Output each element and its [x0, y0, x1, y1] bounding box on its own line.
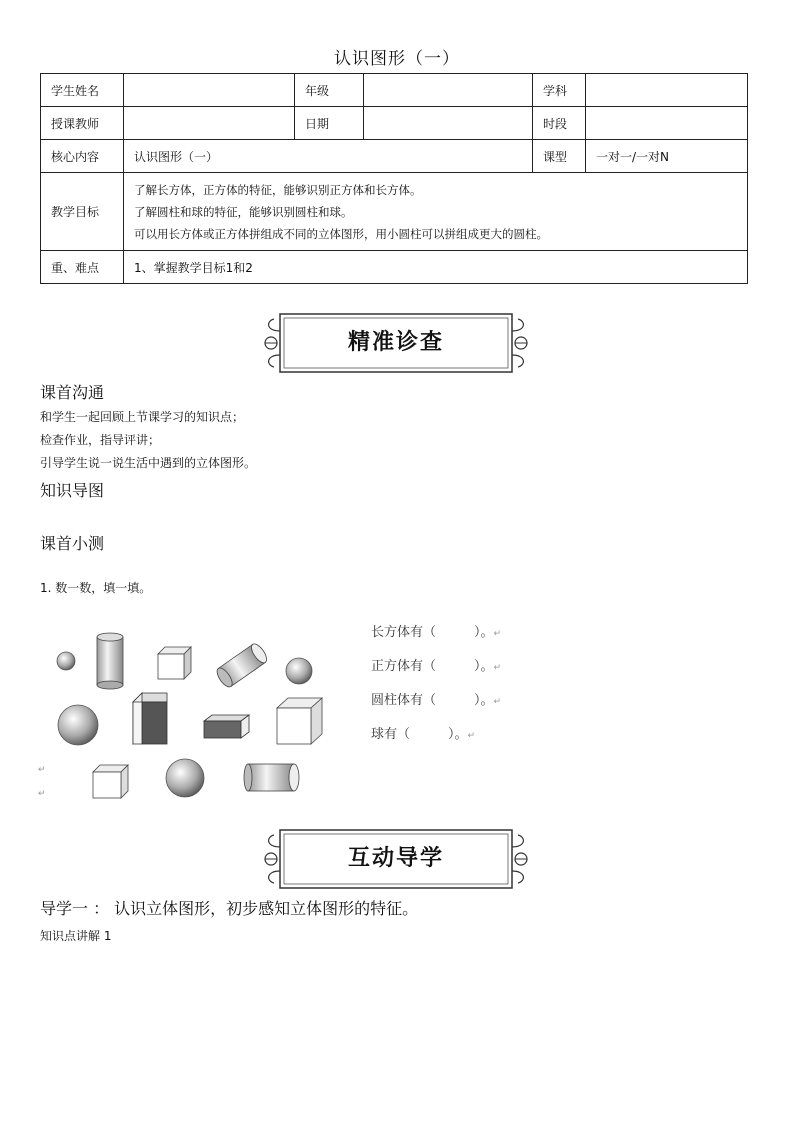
answer-label: 长方体有（ [371, 625, 437, 640]
banner-title: 精准诊查 [347, 329, 444, 355]
question-1: 1. 数一数，填一填。 [40, 581, 152, 595]
answer-line [371, 723, 475, 742]
student-name-value [124, 74, 295, 107]
cube-icon [277, 698, 322, 744]
key-points-value: 1、掌握教学目标1和2 [124, 251, 748, 284]
return-mark: ↵ [493, 663, 502, 673]
date-value [364, 107, 533, 140]
review-line: 引导学生说一说生活中遇到的立体图形。 [40, 456, 257, 470]
period-label: 时段 [533, 107, 586, 140]
section-banner-interactive [262, 827, 530, 891]
answer-label: 圆柱体有（ [371, 693, 437, 708]
lesson-type-value: 一对一/一对N [586, 140, 748, 173]
sphere-icon [57, 652, 75, 670]
cuboid-icon [204, 715, 249, 738]
review-line: 和学生一起回顾上节课学习的知识点； [40, 410, 245, 424]
teacher-value [124, 107, 295, 140]
banner-title: 互动导学 [347, 845, 444, 871]
subject-label: 学科 [533, 74, 586, 107]
cylinder-icon [214, 642, 269, 690]
section-banner-diagnosis [262, 311, 530, 375]
period-value [586, 107, 748, 140]
answer-label: 正方体有（ [371, 659, 437, 674]
info-table [40, 73, 748, 284]
return-mark: ↵ [467, 731, 476, 741]
sphere-icon [286, 658, 312, 684]
review-line: 检查作业，指导评讲； [40, 433, 161, 447]
subject-value [586, 74, 748, 107]
answer-suffix: ）。 [448, 727, 468, 742]
sphere-icon [166, 759, 204, 797]
mind-map-heading: 知识导图 [40, 481, 105, 500]
student-name-label: 学生姓名 [41, 74, 124, 107]
core-content-label: 核心内容 [41, 140, 124, 173]
knowledge-point-1: 知识点讲解 1 [40, 929, 112, 943]
core-content-value: 认识图形（一） [124, 140, 533, 173]
quiz-heading: 课首小测 [40, 534, 105, 553]
lesson-type-label: 课型 [533, 140, 586, 173]
return-mark: ↵ [38, 789, 46, 799]
teaching-goals-value [124, 173, 748, 251]
cuboid-icon [133, 693, 167, 744]
answer-line [371, 655, 501, 674]
answer-label: 球有（ [371, 727, 411, 742]
goal-line: 可以用长方体或正方体拼组成不同的立体图形，用小圆柱可以拼组成更大的圆柱。 [134, 226, 548, 241]
answer-line [371, 621, 501, 640]
grade-label: 年级 [295, 74, 364, 107]
page-title: 认识图形（一） [334, 49, 460, 69]
answer-line [371, 689, 501, 708]
cube-icon [158, 647, 191, 679]
return-mark: ↵ [38, 765, 46, 775]
cylinder-icon [97, 633, 123, 689]
cube-icon [93, 765, 128, 798]
cylinder-icon [244, 764, 299, 791]
teaching-goals-label: 教学目标 [41, 173, 124, 251]
sphere-icon [58, 705, 98, 745]
review-heading: 课首沟通 [40, 383, 105, 402]
shapes-illustration [36, 620, 336, 810]
goal-line: 了解长方体，正方体的特征，能够识别正方体和长方体。 [134, 182, 422, 197]
key-points-label: 重、难点 [41, 251, 124, 284]
grade-value [364, 74, 533, 107]
date-label: 日期 [295, 107, 364, 140]
return-mark: ↵ [493, 629, 502, 639]
answer-suffix: ）。 [474, 625, 494, 640]
return-mark: ↵ [493, 697, 502, 707]
teacher-label: 授课教师 [41, 107, 124, 140]
goal-line: 了解圆柱和球的特征，能够识别圆柱和球。 [134, 204, 353, 219]
guide-1-heading: 导学一 ： 认识立体图形，初步感知立体图形的特征。 [40, 899, 419, 918]
answer-suffix: ）。 [474, 659, 494, 674]
answer-suffix: ）。 [474, 693, 494, 708]
